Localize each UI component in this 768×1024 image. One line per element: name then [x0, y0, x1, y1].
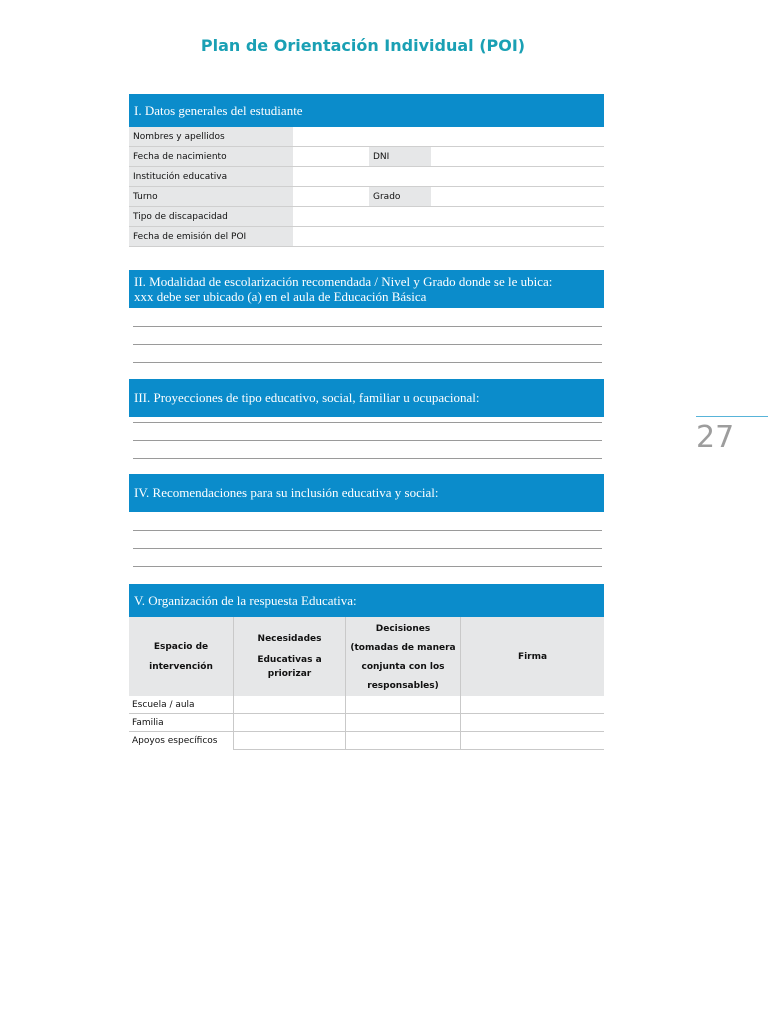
header-text: conjunta con los [361, 662, 445, 672]
table-row [129, 732, 604, 750]
table-header-row [129, 617, 604, 696]
writing-line[interactable] [133, 548, 602, 549]
row-label: Institución educativa [129, 167, 293, 187]
cell-signature[interactable] [461, 732, 605, 750]
table-row [129, 167, 604, 187]
writing-line[interactable] [133, 530, 602, 531]
writing-line[interactable] [133, 326, 602, 327]
educational-response-table [129, 617, 604, 750]
institution-field[interactable] [293, 167, 604, 187]
writing-line[interactable] [133, 362, 602, 363]
column-header-intervention [129, 617, 234, 696]
table-row [129, 187, 604, 207]
writing-line[interactable] [133, 344, 602, 345]
section1-header: I. Datos generales del estudiante [129, 94, 604, 127]
table-row [129, 127, 604, 147]
row-label: Turno [129, 187, 293, 207]
header-text: priorizar [267, 669, 312, 679]
row-label: Nombres y apellidos [129, 127, 293, 147]
section2-header [129, 270, 604, 308]
poi-date-field[interactable] [293, 227, 604, 247]
page-title: Plan de Orientación Individual (POI) [200, 36, 526, 55]
row-label-secondary: DNI [369, 147, 431, 167]
cell-needs[interactable] [234, 732, 346, 750]
page-number-rule [696, 416, 768, 417]
section2-header-line2: xxx debe ser ubicado (a) en el aula de Educación Básica [134, 289, 427, 304]
row-label: Familia [129, 714, 234, 732]
shift-field[interactable] [293, 187, 369, 207]
table-row [129, 207, 604, 227]
section5-header: V. Organización de la respuesta Educativa: [129, 584, 604, 617]
student-data-table [129, 127, 604, 247]
section3-header: III. Proyecciones de tipo educativo, social, familiar u ocupacional: [129, 379, 604, 417]
birthdate-field[interactable] [293, 147, 369, 167]
grade-field[interactable] [431, 187, 604, 207]
row-label: Tipo de discapacidad [129, 207, 293, 227]
cell-decisions[interactable] [346, 696, 461, 714]
header-text: intervención [149, 661, 213, 672]
header-text: Espacio de [153, 641, 209, 652]
column-header-decisions [346, 617, 461, 696]
header-text: (tomadas de manera [350, 643, 456, 653]
row-label: Fecha de nacimiento [129, 147, 293, 167]
section2-header-line1: II. Modalidad de escolarización recomendada / Nivel y Grado donde se le ubica: [134, 274, 553, 289]
cell-signature[interactable] [461, 696, 605, 714]
header-text: Decisiones [375, 624, 431, 634]
cell-needs[interactable] [234, 696, 346, 714]
disability-type-field[interactable] [293, 207, 604, 227]
table-row [129, 227, 604, 247]
row-label: Fecha de emisión del POI [129, 227, 293, 247]
page-number: 27 [696, 420, 735, 455]
table-row [129, 696, 604, 714]
writing-line[interactable] [133, 566, 602, 567]
cell-decisions[interactable] [346, 732, 461, 750]
writing-line[interactable] [133, 458, 602, 459]
column-header-signature: Firma [461, 617, 605, 696]
name-field[interactable] [293, 127, 604, 147]
writing-line[interactable] [133, 422, 602, 423]
cell-needs[interactable] [234, 714, 346, 732]
row-label: Apoyos específicos [129, 732, 234, 750]
header-text: Necesidades [257, 634, 322, 644]
table-row [129, 714, 604, 732]
header-text: Educativas a [257, 655, 322, 665]
section4-header: IV. Recomendaciones para su inclusión educativa y social: [129, 474, 604, 512]
row-label: Escuela / aula [129, 696, 234, 714]
cell-decisions[interactable] [346, 714, 461, 732]
writing-line[interactable] [133, 440, 602, 441]
row-label-secondary: Grado [369, 187, 431, 207]
cell-signature[interactable] [461, 714, 605, 732]
header-text: responsables) [367, 681, 439, 691]
column-header-needs [234, 617, 346, 696]
dni-field[interactable] [431, 147, 604, 167]
table-row [129, 147, 604, 167]
